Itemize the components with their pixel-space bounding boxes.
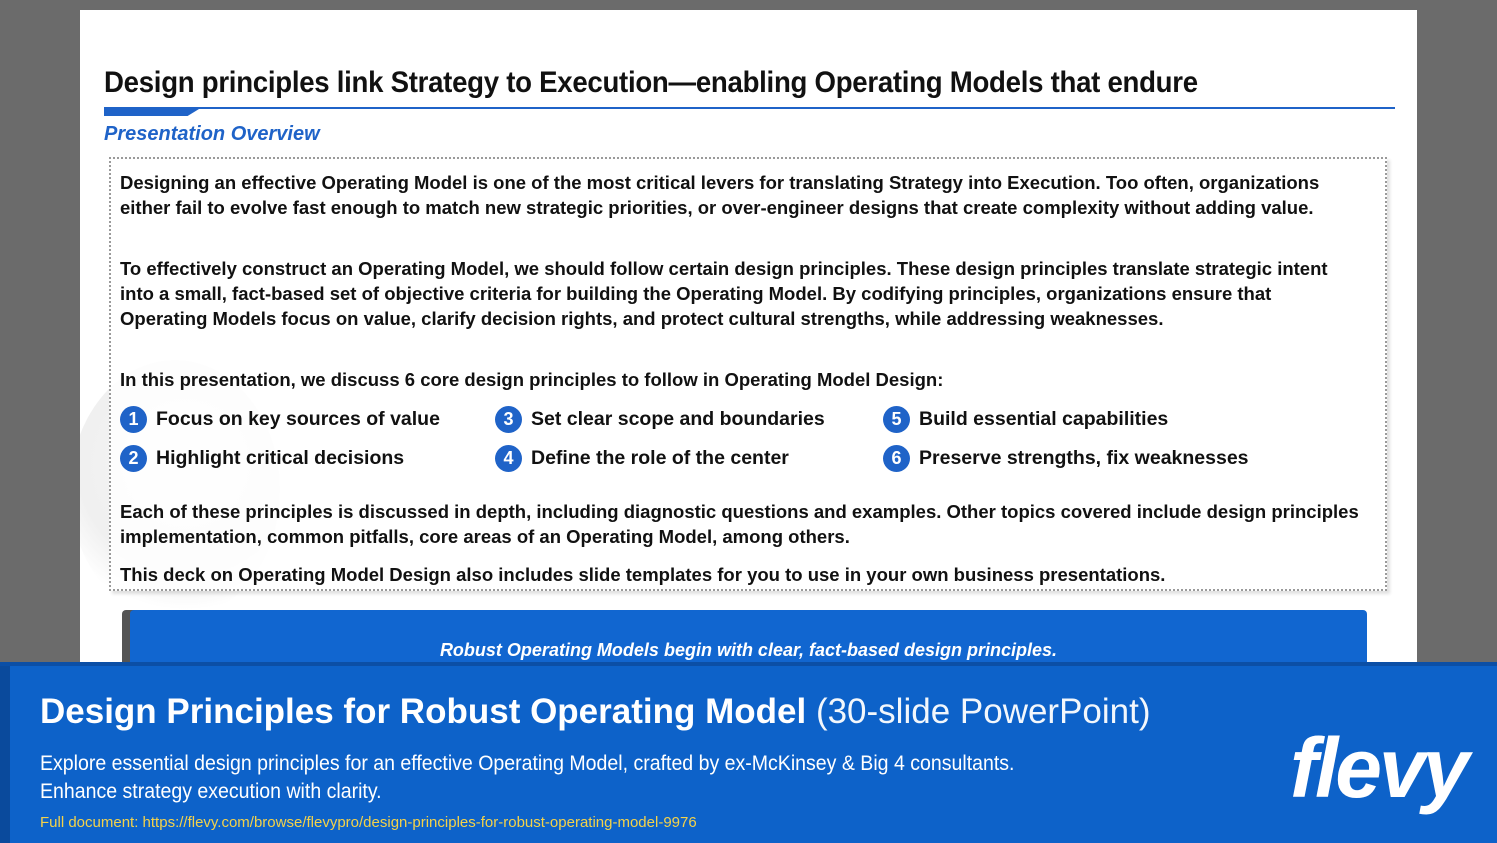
principle-item-2	[120, 445, 404, 472]
principle-label: Highlight critical decisions	[156, 447, 405, 469]
paragraph-topics: Each of these principles is discussed in depth, including diagnostic questions and examples. Other topics covered include design principles implementation, common pitfalls, core areas of an Operating Model, among others.	[120, 501, 1359, 547]
banner-edge	[0, 666, 10, 843]
paragraph-principles: To effectively construct an Operating Model, we should follow certain design principles. These design principles translate strategic intent into a small, fact-based set of objective criteria for building the Operating Model. By codifying principles, organizations ensure that Operating Models focus on value, clarify decision rights, and protect cultural strengths, while addressing weaknesses.	[120, 258, 1328, 329]
principle-item-4	[495, 445, 789, 472]
banner-description	[40, 750, 1063, 806]
banner-description-line-2: Enhance strategy execution with clarity.	[40, 780, 382, 803]
principle-item-5	[883, 406, 1168, 433]
callout-text: Robust Operating Models begin with clear, fact-based design principles.	[439, 640, 1058, 660]
title-underline	[104, 107, 1395, 109]
number-badge: 2	[120, 445, 147, 472]
number-badge: 6	[883, 445, 910, 472]
number-badge: 1	[120, 406, 147, 433]
principle-item-1	[120, 406, 440, 433]
product-banner	[0, 662, 1497, 843]
principle-label: Preserve strengths, fix weaknesses	[919, 447, 1249, 469]
section-subtitle: Presentation Overview	[104, 123, 320, 145]
slide	[80, 10, 1417, 670]
slide-title: Design principles link Strategy to Execution—enabling Operating Models that endure	[104, 66, 1198, 99]
banner-title	[40, 692, 1151, 732]
callout-box	[130, 610, 1367, 670]
banner-title-suffix: (30-slide PowerPoint)	[815, 692, 1151, 731]
paragraph-intro: Designing an effective Operating Model is one of the most critical levers for translating Strategy into Execution. Too often, organizations either fail to evolve fast enough to match new strategic priorities, or over-engineer designs that create complexity without adding value.	[120, 172, 1320, 218]
principle-item-3	[495, 406, 825, 433]
principle-item-6	[883, 445, 1249, 472]
paragraph-templates: This deck on Operating Model Design also includes slide templates for you to use in your own business presentations.	[120, 564, 1166, 585]
number-badge: 5	[883, 406, 910, 433]
flevy-logo: flevy	[1290, 721, 1467, 815]
banner-title-main: Design Principles for Robust Operating Model	[40, 692, 807, 731]
number-badge: 4	[495, 445, 522, 472]
full-document-link[interactable]: Full document: https://flevy.com/browse/flevypro/design-principles-for-robust-operating-model-9976	[40, 814, 697, 831]
paragraph-list-lead: In this presentation, we discuss 6 core design principles to follow in Operating Model Design:	[120, 369, 944, 390]
principle-label: Focus on key sources of value	[156, 408, 440, 430]
principle-label: Define the role of the center	[531, 447, 789, 469]
number-badge: 3	[495, 406, 522, 433]
banner-description-line-1: Explore essential design principles for an effective Operating Model, crafted by ex-McKinsey & Big 4 consultants.	[40, 752, 1015, 775]
title-underline-tab	[104, 109, 199, 116]
principle-label: Set clear scope and boundaries	[531, 408, 825, 430]
principle-label: Build essential capabilities	[919, 408, 1169, 430]
